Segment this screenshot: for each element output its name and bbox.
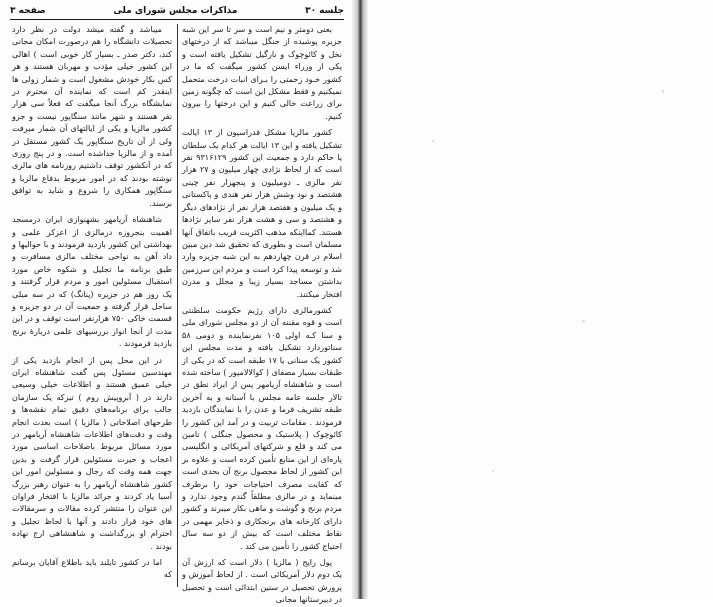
scan-speck [432,140,434,142]
left-page [4,0,350,605]
paragraph: کشور مالزیا مشکل فدراسیون از ۱۳ ایالت تشکیل یافته و این ۱۳ ایالت هر کدام یک سلطان یا حاکم دارد و جمعیت این کشور ۹۳۱۶۱۲۹ نفر است که از لحاظ نژادی چهار میلیون و ۲۷ هزار نفر مالزی ـ دومیلیون و پنجهزار نفر چینی هشتصد و نود وشش هزار نفر هندی و پاکستانی و یک میلیون و هفتصد هزار نفر از نژادهای دیگر و هشتصد و سی و هشت هزار نفر سایر نژادها هستند. کمااینکه مذهب اکثریت قریب باتفاق آنها مسلمان است و بطوری که تحقیق شد دین مبین اسلام در قرن چهاردهم به این شبه جزیره وارد شد و توسعه پیدا کرد است و مردم این سرزمین بداشتن مساجد بسیار زیبا و مجلل و مدرن افتخار میکنند. [182,128,343,299]
binding-gutter [352,0,368,599]
page-header [10,4,344,18]
paragraph: میباشد و گفته میشد دولت در نظر دارد تحصیلات دانشگاه را هم درصورت امکان مجانی کند، دکتر صدر ـ بسیار کار خوبی است ) اهالی این کشور خیلی مؤدب و مهربان هستند و هر کس بکار خودش مشغول است و شمار زولی ها اینقدر کم است که نماینده آن محترم در نمایشگاه بزرگ آنجا میگفت که فعلاً سی هزار نفر هستند و شهر مانند سنگاپور نیست و جزو کشور مالزیا و یکی از ایالتهای آن شمار میرفت ولی از آن تاریخ سنگاپور یک کشور مستقل در آمده و از مالزیا جداشده است. و در پنج روزی که در آنکشور توقف داشتیم روزنامه های مالزی نوشته بودند که در امور مربوط بدفاع مالزیا و سنگاپور همکاری را شروع و شاید به توافق برسند. [12,25,172,208]
text-column-left [12,24,172,587]
paragraph: کشورمالزی دارای رژیم حکومت سلطنتی است و قوه مقننه آن از دو مجلس شورای ملی و سنا کـه اولی ۱۰۵ نفرنماینده و دومی ۵۸ سناتوردارد تشکیل یافته و مدت مجلس این کشور یک سنانی یا ۱۷ طبقه است که در یکی از طبقات بسیار مصفای ( کوالالامپور ) ساخته شده است و شاهنشاه آریامهر پس از ایراد نطق در تالار جلسه عامه مجلس با آستانه و به آخرین طبقه تشریف فرما و عدن را با نمایندگان بازدید فرمودند . مقامات تربیت و در آمد این کشور را کائوچوک ( پلاستیک و محصول جنگلی ) تامین می کند و قلع و شرکتهای آمریکائی و انگلیسی پاره‌ای از این منابع تأمین کرده است و علاوه بر این کشور از لحاظ محصول برنج آن بحدی است که کفایت مصرف احتیاجات خود را برطرف مینماید و در مالزی مطلقاً گندم وجود ندارد و مردم برنج و گوشت و ماهی بکار میبرند و کشور دارای کارخانه های برنجکاری و ذخایر مهمی در نقاط مختلف است که بیش از دو سه سال احتیاج کشور را تأمین می کند . [182,305,342,551]
paragraph: در این محل پس از انجام بازدید یکی از مهندسین مسئول پس گفت شاهنشاه ایران خیلی عمیق هستند و اطلاعات خیلی وسیعی دارند در ( آبروپیش روم ) تیزکه یک سازمان جالب برای برنامه‌های دقیق تمام نقشه‌ها و طرحهای اصلاحاتی ( مالزیا ) است بعدت انجام وقت و دقت‌های اطلاعات شاهنشاه آریامهر در مورد مسائل مربوط باصلاحات اساسی مورد اعجاب و حیرت مسئولین قرار گرفت و بدین جهت همه وقت که رجال و مسئولین امور این کشور شاهنشاه آریامهر را به عنوان رهبر بزرگ آسیا یاد کردند و جرائد مالزیا با افتخار فراوان این عنوان را منتشر کرده مقالات و سرمقالات های خود قرار دادند و آنها با لحاظ تجلیل و احترام او بزرگداشت و شاهنشاهی ارج نهاده بودند . [12,355,172,551]
scan-speck [582,320,585,322]
paragraph: بعنی دومتر و نیم است و سر تا سر این شبه جزیره پوشیده از جنگل میباشد که از درختهای نخل و کائوچوک و نارگیل تشکیل یافته است و یکی از وزراء ایسن کشور میگفت که ما در کشور خـود زحمتی را بـرای انبات درخت متحمل نمیکنیم و فقط مشکل این است که چگونه زمین برای زراعت خالی کنیم و این درختها را بیرون کنیم. [182,25,342,121]
scan-speck [492,470,494,472]
column-divider [177,24,178,587]
paragraph: شاهنشاه آریامهر بشهنوازی ایران درمسجد اهمیت بنجروزه درمالزی از اعزکر علمی و بهداشتی این کشور بازدید فرمودند و با حوالیها و داد آهن به نواحی مختلف مالزی مسافرت و طبق برنامه ما تجلیل و شکوه خاص مورد استقبال مسئولین امور و مردم قرار گرفتند و یک روز هم در جزیره (پنانگ) که در سه میلی ساحل قرار گرفته و جمعیت آن در دو جزیره و قسمت خاکی ۷۵۰ هزارنفر است توقف و در این مدت از آنجا انواز بررسیهای علمی دربارهٔ برنج بازدید فرمودند . [12,215,172,349]
scan-speck [662,90,664,93]
paragraph: پول رایج ( مالزیا ) دلار است که ارزش آن یک دوم دلار آمریکائی است . از لحاظ آموزش و پرورش تحصیل در سنین ابتدائی است و تحصیل در دبیرستانها مجانی [182,558,342,605]
paragraph: اما در کشور تایلند باید باطلاع آقایان برسانم که [12,558,172,580]
header-title: مذاکرات مجلس شورای ملی [113,6,238,16]
page-number: صفحه ۳ [10,6,46,16]
right-page-blank [372,0,710,599]
issue-number: جلسه ۳۰ [305,6,344,16]
header-rule [10,19,344,20]
text-column-right [182,24,343,605]
